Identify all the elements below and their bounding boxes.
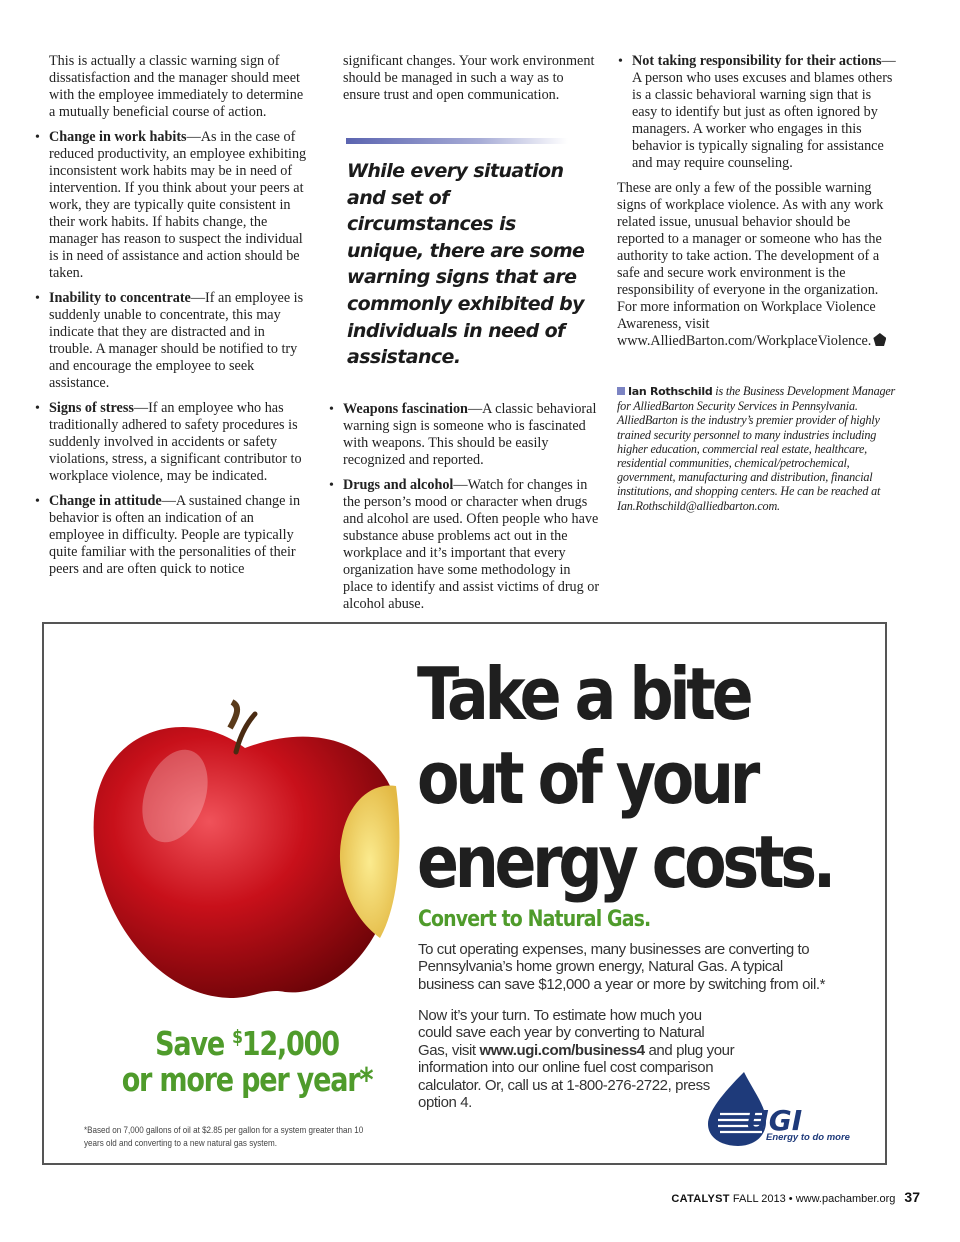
headline-line: Take a bite [417,652,750,736]
ad-footnote: *Based on 7,000 gallons of oil at $2.85 per gallon for a system greater than 10 years old and converting to a new natural gas system. [84,1125,364,1149]
savings-line-1 [145,1019,350,1062]
footer-separator: • [788,1193,793,1205]
list-item [34,129,310,282]
warning-signs-list-1 [34,129,310,578]
bullet-term: Drugs and alcohol [343,476,454,493]
ad-subhead: Convert to Natural Gas. [418,907,651,932]
list-item [328,401,602,469]
bullet-text: —A person who uses excuses and blames others is a classic behavioral warning sign that is easy to identify but just as often ignored by managers. A worker who engages in this behavior is typically signaling for assistance and may require counseling. [632,53,896,171]
page-footer [671,1189,920,1205]
article-column-2 [328,53,602,621]
bullet-text: —A classic behavioral warning sign is someone who is fascinated with weapons. This should be easily recognized and reported. [343,400,597,468]
headline-line: out of your [417,736,757,820]
ad-body-paragraph-1: To cut operating expenses, many businesses are converting to Pennsylvania’s home grown energy, Natural Gas. A typical business can save $12,000 a year or more by switching from oil.* [418,941,826,993]
paragraph-intro: This is actually a classic warning sign of dissatisfaction and the manager should meet with the employee immediately to determine a mutually beneficial course of action. [49,53,304,120]
ad-headline [417,652,832,904]
ugi-advertisement [42,622,887,1165]
magazine-name: CATALYST [671,1193,730,1205]
footer-website[interactable]: www.pachamber.org [795,1193,896,1205]
bullet-text: —If an employee is suddenly unable to concentrate, this may indicate that they are distracted and in trouble. A manager should be notified to try and encourage the employee to seek assistance. [49,290,304,391]
ad-body2-pre: Now it’s your turn. To estimate how much you could save each year by converting to Natural Gas, visit [418,1007,705,1059]
ugi-tagline: Energy to do more [766,1132,850,1143]
list-item [34,493,310,578]
ad-body-paragraph-2 [418,1007,738,1111]
bullet-text: —Watch for changes in the person’s mood or character when drugs and alcohol are used. Often people who have substance abuse problems act out in the workplace and it’s important that every organization have some methodology in place to identify and assist victims of drug or alcohol abuse. [343,476,600,612]
list-item [34,290,310,392]
bullet-icon: • [618,54,623,69]
bio-square-icon [617,387,625,395]
end-of-story-icon [873,333,886,346]
bullet-icon: • [329,401,334,417]
savings-line-2: or more per year* [121,1060,373,1099]
savings-currency: $ [232,1026,242,1048]
closing-text: These are only a few of the possible warning signs of workplace violence. As with any work related issue, unusual behavior should be reported to a manager or someone who has the authority to take action. The development of a safe and secure work environment is the responsibility of everyone in the organization. For more information on Workplace Violence Awareness, visit www.AlliedBarton.com/WorkplaceViolence. [617,180,884,349]
savings-prefix: Save [155,1024,233,1063]
list-item [617,53,899,172]
ad-body2-post: and plug your information into our online fuel cost comparison calculator. Or, call us at 1-800-276-2722, press option 4. [418,1041,735,1112]
page-number: 37 [904,1189,920,1205]
bitten-apple-image [80,686,410,1016]
issue-label: FALL 2013 [732,1193,786,1205]
bullet-term: Change in attitude [49,493,162,509]
headline-line: energy costs. [417,820,833,904]
warning-signs-list-3 [617,53,899,172]
warning-signs-list-2 [328,401,602,613]
list-item [34,400,310,485]
bullet-term: Change in work habits [49,129,187,145]
savings-amount: 12,000 [241,1024,339,1063]
paragraph-closing [617,180,899,350]
bullet-icon: • [35,401,40,416]
author-bio [617,384,899,513]
pull-quote: While every situation and set of circumstances is unique, there are some warning signs that are commonly exhibited by individuals in need of assistance. [347,160,585,369]
bullet-icon: • [35,494,40,509]
article-column-1 [34,53,310,586]
bullet-text: —A sustained change in behavior is often an indication of an employee in difficulty. People are typically quite familiar with the personalities of their peers and are often quick to notice [49,493,301,577]
bullet-term: Signs of stress [49,400,134,416]
author-name: Ian Rothschild [628,385,713,398]
savings-callout [122,1019,372,1098]
paragraph-continuation: significant changes. Your work environment should be managed in such a way as to ensure trust and open communication. [343,53,595,103]
bullet-term: Inability to concentrate [49,290,191,306]
article-column-3 [617,53,899,521]
bullet-term: Weapons fascination [343,400,468,417]
bullet-text: —If an employee who has traditionally adhered to safety procedures is suddenly involved in accidents or safety violations, stress, a significant contributor to workplace violence, may be indicated. [49,400,302,484]
pull-quote-rule [346,138,568,144]
bullet-icon: • [35,291,40,306]
list-item [328,477,602,613]
ugi-logo-text: UGI [746,1104,803,1137]
bullet-icon: • [35,130,40,145]
bullet-text: —As in the case of reduced productivity, an employee exhibiting inconsistent work habits may be in need of intervention. If you think about your peers at work, they are typically quite consistent in their work habits. If habits change, the manager has reason to suspect the individual is in need of assistance and action should be taken. [49,129,307,281]
bullet-term: Not taking responsibility for their actions [632,53,882,69]
bullet-icon: • [329,477,334,493]
bio-text: is the Business Development Manager for AlliedBarton Security Services in Pennsylvania. AlliedBarton is the industry’s premier provider of highly trained security personnel to many industries including higher education, commercial real estate, healthcare, residential communities, chemical/petrochemical, government, manufacturing and distribution, financial institutions, and shopping centers. He can be reached at Ian.Rothschild@alliedbarton.com. [617,384,896,513]
ad-url-link[interactable]: www.ugi.com/business4 [479,1041,645,1059]
